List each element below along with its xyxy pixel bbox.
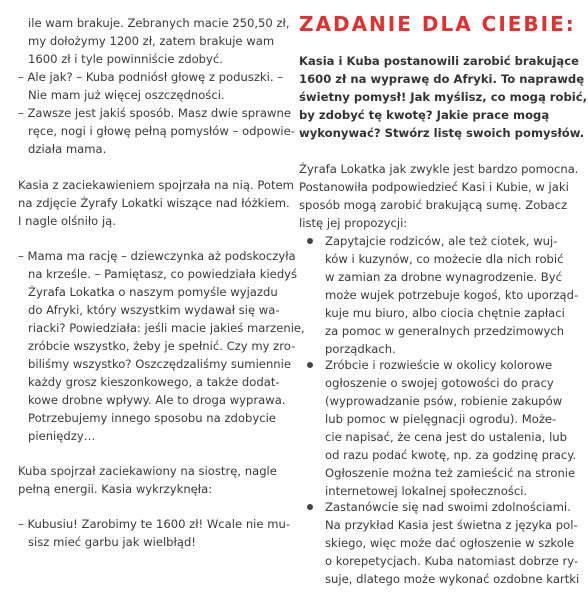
- story-line: – Zawsze jest jakiś sposób. Masz dwie sprawne: [18, 106, 291, 120]
- bullet-line: Ogłoszenie można też zamieścić na stronie: [325, 466, 576, 480]
- story-line: – Mama ma rację – dziewczynka aż podskoczyła: [18, 249, 296, 263]
- task-line: wykonywać? Stwórz listę swoich pomysłów.: [299, 126, 585, 140]
- bullet-line: (wyprowadzanie psów, robienie zakupów: [325, 394, 563, 408]
- bullet-line: suje, dlatego może wykonać ozdobne kartki: [325, 572, 580, 586]
- bullet-line: od razu podać kwotę, np. za godzinę pracy.: [325, 448, 577, 462]
- intro-line: sposób mogą zarobić brakującą sumę. Zobacz: [299, 198, 568, 212]
- bullet-line: Na przykład Kasia jest świetna z języka pol-: [325, 518, 578, 532]
- story-line: – Kubusiu! Zarobimy te 1600 zł! Wcale nie mu-: [18, 517, 291, 531]
- bullet-line: ogłoszenie o swojej gotowości do pracy: [325, 376, 554, 390]
- bullet-line: Zastanówcie się nad swoimi zdolnościami.: [325, 500, 571, 514]
- intro-line: Żyrafa Lokatka jak zwykle jest bardzo pomocna.: [299, 162, 579, 176]
- story-line: riacki? Powiedziała: jeśli macie jakieś marzenie,: [28, 321, 305, 335]
- bullet-icon: [307, 362, 313, 368]
- story-line: na krześle. – Pamiętasz, co powiedziała kiedyś: [28, 267, 298, 281]
- story-line: Żyrafa Lokatka o naszym pomyśle wyjazdu: [28, 285, 278, 299]
- story-line: Kuba spojrzał zaciekawiony na siostrę, nagle: [18, 464, 277, 478]
- task-line: by zdobyć tę kwotę? Jakie prace mogą: [299, 108, 550, 122]
- task-line: świetny pomysł! Jak myślisz, co mogą robić,: [299, 90, 588, 104]
- story-line: my dołożymy 1200 zł, zatem brakuje wam: [28, 34, 275, 48]
- bullet-line: w zamian za drobne wynagrodzenie. Być: [325, 270, 562, 284]
- bullet-icon: [307, 238, 313, 244]
- bullet-line: Zapytajcie rodziców, ale też ciotek, wuj-: [325, 234, 558, 248]
- bullet-icon: [307, 504, 313, 510]
- bullet-line: lub pomoc w pielęgnacji ogrodu). Może-: [325, 412, 557, 426]
- story-line: działa mama.: [28, 142, 107, 156]
- story-line: Potrzebujemy innego sposobu na zdobycie: [28, 411, 276, 425]
- bullet-line: może wujek potrzebuje kogoś, kto uporząd-: [325, 288, 579, 302]
- story-line: pieniędzy…: [28, 429, 96, 443]
- task-line: 1600 zł na wyprawę do Afryki. To naprawdę: [299, 72, 585, 86]
- story-line: Kasia z zaciekawieniem spojrzała na nią. Potem: [18, 178, 294, 192]
- task-line: Kasia i Kuba postanowili zarobić brakujące: [299, 54, 579, 68]
- bullet-line: ków i kuzynów, co możecie dla nich robić: [325, 252, 564, 266]
- bullet-line: cie napisać, że cena jest do ustalenia, lub: [325, 430, 568, 444]
- story-line: I nagle olśniło ją.: [18, 214, 116, 228]
- bullet-line: Zróbcie i rozwieście w okolicy kolorowe: [325, 358, 553, 372]
- task-title: ZADANIE DLA CIEBIE:: [299, 12, 576, 36]
- story-line: 1600 zł i tyle powinniście zdobyć.: [28, 52, 223, 66]
- intro-line: Postanowiła podpowiedzieć Kasi i Kubie, w jaki: [299, 180, 569, 194]
- story-line: pełną energii. Kasia wykrzyknęła:: [18, 482, 213, 496]
- bullet-line: skiego, więc może dać ogłoszenie w szkole: [325, 536, 575, 550]
- story-line: ręce, nogi i głowę pełną pomysłów – odpowie-: [28, 124, 295, 138]
- intro-line: listę jej propozycji:: [299, 216, 408, 230]
- story-line: zróbcie wszystko, żeby je spełnić. Czy my zro-: [28, 339, 296, 353]
- bullet-line: o korepetycjach. Kuba natomiast dobrze ry-: [325, 554, 579, 568]
- story-line: każdy grosz kieszonkowego, a także dodat-: [28, 375, 280, 389]
- bullet-line: porządkach.: [325, 342, 396, 356]
- story-line: kowe drobne wpływy. Ale to droga wyprawa.: [28, 393, 286, 407]
- bullet-line: kuje mu biuro, albo ciocia chętnie zapłaci: [325, 306, 565, 320]
- story-line: ile wam brakuje. Zebranych macie 250,50 zł,: [28, 16, 290, 30]
- story-line: na zdjęcie Żyrafy Lokatki wiszące nad łóżkiem.: [18, 196, 290, 210]
- story-line: do Afryki, który wszystkim wydawał się wa-: [28, 303, 280, 317]
- story-line: sisz mieć garbu jak wielbłąd!: [28, 535, 196, 549]
- bullet-line: za pomoc w generalnych przedzimowych: [325, 324, 565, 338]
- bullet-line: internetowej lokalnej społeczności.: [325, 484, 528, 498]
- story-line: Nie mam już więcej oszczędności.: [28, 88, 225, 102]
- story-line: – Ale jak? – Kuba podniósł głowę z poduszki. –: [18, 70, 284, 84]
- story-line: biliśmy wszystko? Oszczędzaliśmy sumiennie: [28, 357, 291, 371]
